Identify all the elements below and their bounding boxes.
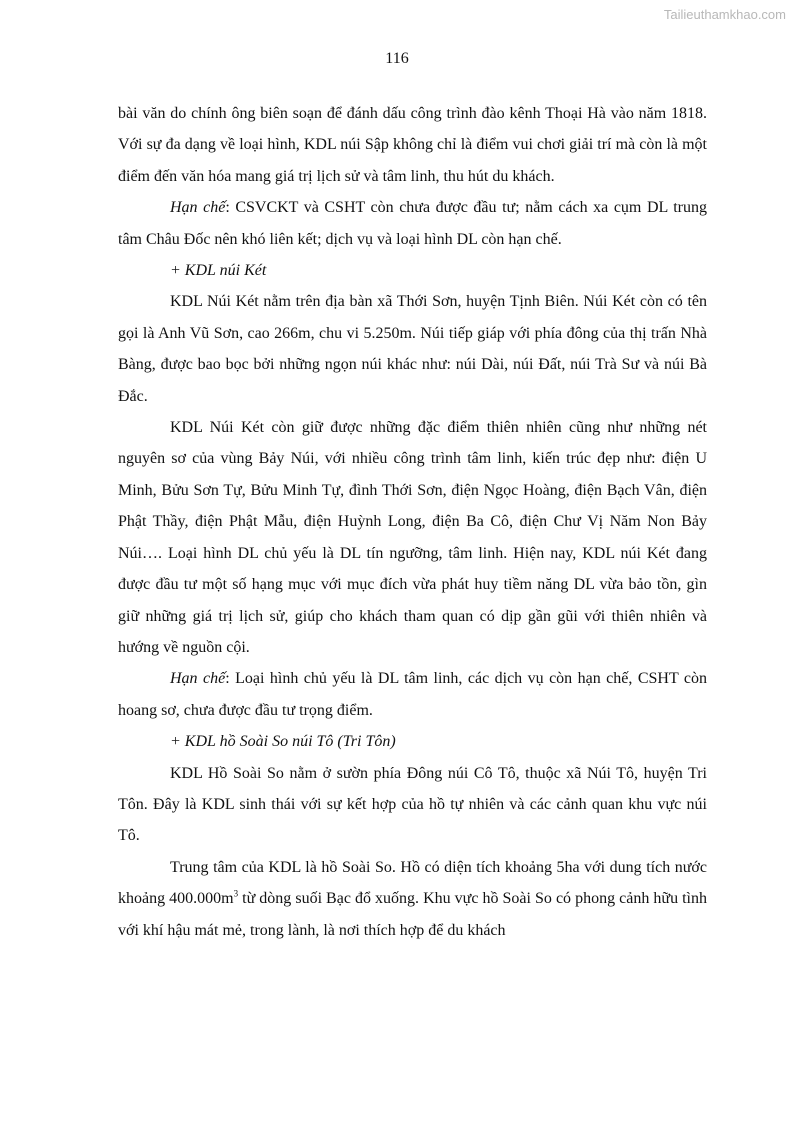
paragraph-ho-soai-so-location: KDL Hồ Soài So nằm ở sườn phía Đông núi Cô Tô, thuộc xã Núi Tô, huyện Tri Tôn. Đây là KDL sinh thái với sự kết hợp của hồ tự nhiên và các cảnh quan khu vực núi Tô. bbox=[118, 764, 707, 845]
section-heading-ho-soai-so: + KDL hồ Soài So núi Tô (Tri Tôn) bbox=[170, 733, 396, 751]
limitation-label: Hạn chế bbox=[170, 670, 226, 688]
paragraph-nui-ket-location: KDL Núi Két nằm trên địa bàn xã Thới Sơn, huyện Tịnh Biên. Núi Két còn có tên gọi là Anh Vũ Sơn, cao 266m, chu vi 5.250m. Núi tiếp giáp với phía đông của thị trấn Nhà Bàng, được bao bọc bởi những ngọn núi khác như: núi Dài, núi Đất, núi Trà Sư và núi Bà Đắc. bbox=[118, 293, 707, 405]
document-body bbox=[118, 98, 707, 946]
text-part-b: từ dòng suối Bạc đổ xuống. Khu vực hồ Soài So có phong cảnh hữu tình với khí hậu mát mẻ, trong lành, là nơi thích hợp để du khách bbox=[118, 890, 708, 939]
paragraph-intro: bài văn do chính ông biên soạn để đánh dấu công trình đào kênh Thoại Hà vào năm 1818. Với sự đa dạng về loại hình, KDL núi Sập không chỉ là điểm vui chơi giải trí mà còn là một điểm đến văn hóa mang giá trị lịch sử và tâm linh, thu hút du khách. bbox=[118, 105, 707, 185]
paragraph-limitation-nui-sap bbox=[118, 192, 707, 255]
limitation-text: : Loại hình chủ yếu là DL tâm linh, các dịch vụ còn hạn chế, CSHT còn hoang sơ, chưa được đầu tư trọng điểm. bbox=[118, 670, 708, 719]
superscript: 3 bbox=[233, 888, 239, 899]
watermark: Tailieuthamkhao.com bbox=[663, 7, 786, 22]
limitation-text: : CSVCKT và CSHT còn chưa được đầu tư; nằm cách xa cụm DL trung tâm Châu Đốc nên khó liên kết; dịch vụ và loại hình DL còn hạn chế. bbox=[118, 199, 708, 248]
page-number: 116 bbox=[385, 50, 409, 67]
paragraph-ho-soai-so-center bbox=[118, 852, 707, 946]
section-heading-nui-ket: + KDL núi Két bbox=[170, 262, 267, 280]
paragraph-nui-ket-features: KDL Núi Két còn giữ được những đặc điểm thiên nhiên cũng như những nét nguyên sơ của vùng Bảy Núi, với nhiều công trình tâm linh, kiến trúc đẹp như: điện U Minh, Bửu Sơn Tự, Bửu Minh Tự, đình Thới Sơn, điện Ngọc Hoàng, điện Bạch Vân, điện Phật Thầy, điện Phật Mẫu, điện Huỳnh Long, điện Ba Cô, điện Chư Vị Năm Non Bảy Núi…. Loại hình DL chủ yếu là DL tín ngưỡng, tâm linh. Hiện nay, KDL núi Két đang được đầu tư một số hạng mục với mục đích vừa phát huy tiềm năng DL vừa bảo tồn, gìn giữ những giá trị lịch sử, giúp cho khách tham quan có dịp gần gũi với thiên nhiên và hướng về nguồn cội. bbox=[118, 419, 707, 656]
text-part-a: Trung tâm của KDL là hồ Soài So. Hồ có diện tích khoảng 5ha với dung tích nước khoảng 400.000m bbox=[118, 858, 707, 908]
limitation-label: Hạn chế bbox=[170, 199, 226, 217]
paragraph-limitation-nui-ket bbox=[118, 663, 707, 726]
